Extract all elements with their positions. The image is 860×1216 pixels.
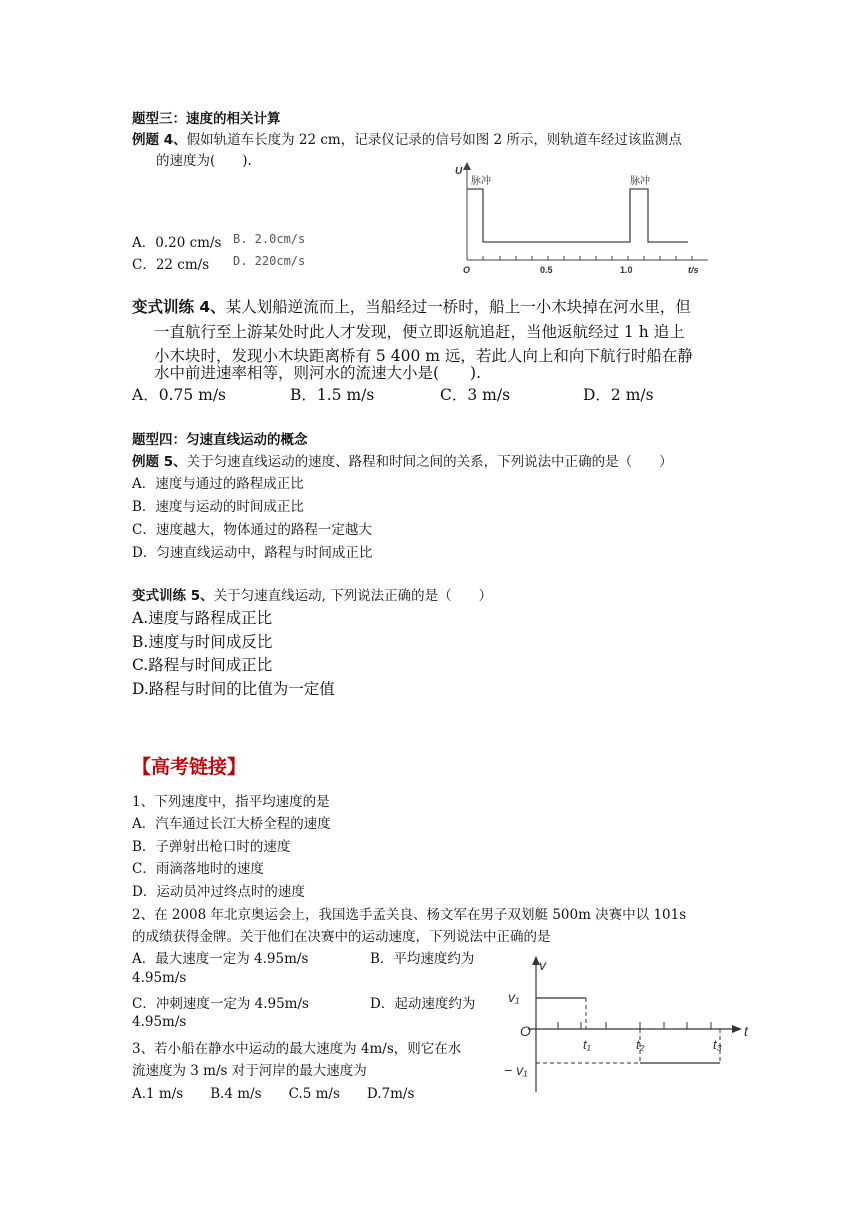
q1-stem: 1、下列速度中，指平均速度的是 (132, 794, 330, 810)
q2-stem-line1: 2、在 2008 年北京奥运会上，我国选手孟关良、杨文军在男子双划艇 500m 决赛中以 101s (132, 907, 687, 923)
pulse-label-1: 脉冲 (471, 176, 491, 187)
variant5-option-b: B.速度与时间成反比 (132, 633, 273, 651)
vt-t2-label: t₂ (636, 1037, 645, 1052)
vt-x-arrow (732, 1025, 742, 1033)
variant4-option-b: B．1.5 m/s (290, 386, 375, 404)
q1-option-c: C．雨滴落地时的速度 (132, 861, 264, 877)
variant4-line2: 一直航行至上游某处时此人才发现，便立即返航追赶，当他返航经过 1 h 追上 (154, 323, 685, 341)
section4-heading: 题型四：匀速直线运动的概念 (132, 432, 308, 448)
velocity-time-figure (500, 952, 760, 1097)
variant4-option-a: A．0.75 m/s (132, 386, 227, 404)
example4-option-b: B. 2.0cm/s (233, 232, 306, 246)
pulse-ticks (483, 256, 692, 260)
q2-stem-line2: 的成绩获得金牌。关于他们在决赛中的运动速度，下列说法中正确的是 (132, 929, 551, 945)
variant4-label: 变式训练 4、 (132, 298, 226, 316)
q2-option-c: C．冲刺速度一定为 4.95m/s (132, 996, 309, 1012)
variant4-option-c: C．3 m/s (440, 386, 511, 404)
vt-t3-label: t₃ (713, 1037, 722, 1052)
example5-option-d: D．匀速直线运动中，路程与时间成正比 (132, 545, 373, 561)
pulse-origin-label: O (463, 265, 471, 275)
section3-heading: 题型三：速度的相关计算 (132, 111, 281, 127)
example5-option-a: A．速度与通过的路程成正比 (132, 476, 304, 492)
q1-option-a: A．汽车通过长江大桥全程的速度 (132, 816, 331, 832)
vt-v1-label: v₁ (508, 989, 520, 1005)
q2-option-d: D．起动速度约为 (370, 996, 476, 1012)
pulse-signal-line (467, 189, 688, 242)
example4-line1: 例题 4、假如轨道车长度为 22 cm，记录仪记录的信号如图 2 所示，则轨道车经过该监测点 (132, 132, 682, 148)
pulse-label-2: 脉冲 (630, 176, 650, 187)
vt-ticks (558, 1022, 711, 1029)
vt-neg-v1-label: − v₁ (504, 1062, 528, 1078)
vt-v-label: v (539, 957, 546, 973)
example4-line2: 的速度为( ). (156, 153, 252, 169)
example5-option-c: C．速度越大，物体通过的路程一定越大 (132, 522, 372, 538)
pulse-tick-05: 0.5 (540, 265, 553, 275)
q2-option-b-value: 4.95m/s (132, 970, 187, 986)
q3-stem-line2: 流速度为 3 m/s 对于河岸的最大速度为 (132, 1063, 367, 1079)
vt-t-label: t (744, 1023, 748, 1039)
variant5-option-d: D.路程与时间的比值为一定值 (132, 680, 335, 698)
q1-option-b: B．子弹射出枪口时的速度 (132, 839, 291, 855)
variant5-option-a: A.速度与路程成正比 (132, 609, 273, 627)
variant4-line4: 水中前进速率相等，则河水的流速大小是( ). (154, 364, 482, 382)
q2-option-b: B．平均速度约为 (370, 951, 475, 967)
example4-label: 例题 4、 (132, 132, 187, 148)
q3-stem-line1: 3、若小船在静水中运动的最大速度为 4m/s，则它在水 (132, 1041, 462, 1057)
pulse-tick-10: 1.0 (620, 265, 633, 275)
variant4-line3: 小木块时，发现小木块距离桥有 5 400 m 远，若此人向上和向下航行时船在静 (154, 347, 693, 365)
pulse-signal-figure (450, 160, 720, 278)
variant4-option-d: D．2 m/s (583, 386, 654, 404)
example5-question: 例题 5、关于匀速直线运动的速度、路程和时间之间的关系，下列说法中正确的是（ ） (132, 454, 673, 470)
variant5-question: 变式训练 5、关于匀速直线运动, 下列说法正确的是（ ） (132, 588, 493, 604)
gaokao-link-title: 【高考链接】 (132, 756, 247, 778)
q3-options: A.1 m/s B.4 m/s C.5 m/s D.7m/s (132, 1086, 415, 1102)
q2-option-a: A．最大速度一定为 4.95m/s (132, 951, 309, 967)
q2-option-d-value: 4.95m/s (132, 1014, 187, 1030)
pulse-u-label: U (455, 166, 463, 177)
example4-option-c: C．22 cm/s (132, 257, 210, 273)
variant5-option-c: C.路程与时间成正比 (132, 656, 273, 674)
variant4-line1: 变式训练 4、某人划船逆流而上，当船经过一桥时，船上一小木块掉在河水里，但 (132, 298, 691, 316)
q1-option-d: D．运动员冲过终点时的速度 (132, 884, 305, 900)
vt-t1-label: t₁ (583, 1037, 591, 1052)
example4-option-a: A．0.20 cm/s (132, 235, 222, 251)
example5-option-b: B．速度与运动的时间成正比 (132, 499, 304, 515)
example5-label: 例题 5、 (132, 454, 187, 470)
vt-origin-label: O (520, 1023, 531, 1039)
variant5-label: 变式训练 5、 (132, 588, 214, 604)
example4-option-d: D. 220cm/s (233, 254, 306, 268)
pulse-x-label: t/s (688, 265, 699, 275)
pulse-y-arrow (463, 162, 471, 170)
